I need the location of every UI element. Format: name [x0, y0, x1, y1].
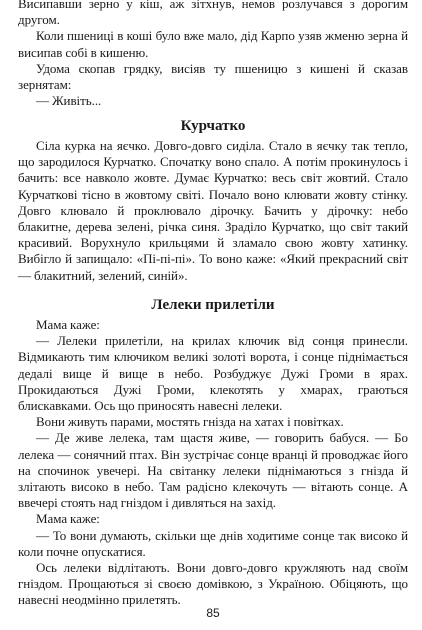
paragraph: Удома скопав грядку, висіяв ту пшеницю з кишені й сказав зернятам:	[18, 60, 408, 93]
story-title: Лелеки прилетіли	[151, 297, 275, 313]
book-page	[18, 0, 408, 630]
paragraph: Мама каже:	[36, 511, 100, 527]
page-number: 85	[206, 606, 220, 620]
paragraph: Сіла курка на яєчко. Довго-довго сиділа. Стало в яєчку так тепло, що зародилося Курчатко. Спочатку воно спало. А потім прокинулось і бачить: все навколо жовте. Думає Курчатко: весь світ жовтий. Стало Курчаткові тісно в жовтому світі. Почало воно клювати жовту стінку. Довго клювало й проклювало дірочку. Бачить у дірочку: небо блакитне, дерева зелені, річка синя. Зраділо Курчатко, що світ такий красивий. Ворухнуло крильцями й зламало свою жовту хатинку. Вибігло й запищало: «Пі-пі-пі». То воно каже: «Який прекрасний світ — блакитний, зелений, синій».	[18, 138, 408, 283]
story-title: Курчатко	[180, 118, 246, 134]
story-body	[18, 138, 408, 284]
paragraph: — То вони думають, скільки ще днів ходитиме сонце так високо й коли почне опускатися.	[18, 527, 408, 559]
paragraph: — Лелеки прилетіли, на крилах ключик від сонця принесли. Відмикають тим ключиком великі золоті ворота, і сонце піднімається дедалі вище й вище в небо. Розбуджує Дужі Громи в ярах. Прокидаються Дужі Громи, клекотять у хмарах, граються блискавками. Ось що приносять навесні лелеки.	[18, 333, 408, 414]
paragraph: Ось лелеки відлітають. Вони довго-довго кружляють над своїм гніздом. Прощаються зі своєю домівкою, з Україною. Обіцяють, що навесні неодмінно прилетять.	[18, 560, 408, 608]
story-continuation	[18, 0, 408, 109]
paragraph: Коли пшениці в коші було вже мало, дід Карпо узяв жменю зерна й висипав собі в кишеню.	[18, 28, 408, 60]
paragraph: Вони живуть парами, мостять гнізда на хатах і повітках.	[36, 414, 344, 430]
paragraph: Висипавши зерно у кіш, аж зітхнув, немов розлучався з дорогим другом.	[18, 0, 408, 28]
paragraph: — Живіть...	[36, 93, 102, 109]
story-body	[18, 317, 408, 609]
paragraph: Мама каже:	[36, 317, 100, 332]
paragraph: — Де живе лелека, там щастя живе, — говорить бабуся. — Бо лелека — сонячний птах. Він зустрічає сонце вранці й проводжає його на спочинок увечері. На світанку лелеки піднімаються з гнізда й злітають високо в небо. Там радісно клекочуть — вітають сонце. А ввечері стоять над гніздом і дивляться на захід.	[18, 430, 408, 511]
